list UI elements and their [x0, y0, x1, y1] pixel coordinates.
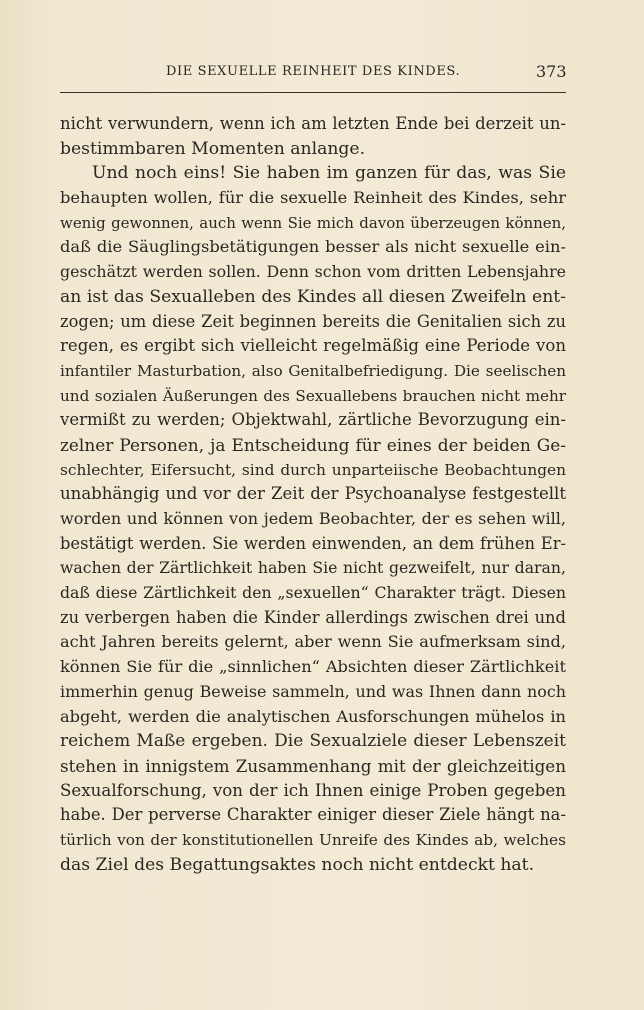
header-rule: [60, 92, 566, 93]
text-line: infantiler Masturbation, also Genitalbefriedigung. Die seelischen: [60, 361, 566, 380]
text-line: können Sie für die „sinnlichen“ Absichten dieser Zärtlichkeit: [60, 657, 566, 677]
text-line: unabhängig und vor der Zeit der Psychoanalyse festgestellt: [60, 484, 566, 504]
text-line: habe. Der perverse Charakter einiger dieser Ziele hängt na-: [60, 805, 566, 825]
text-line: daß die Säuglingsbetätigungen besser als nicht sexuelle ein-: [60, 237, 566, 257]
text-line: und sozialen Äußerungen des Sexuallebens brauchen nicht mehr: [60, 386, 566, 405]
text-line: bestimmbaren Momenten anlange.: [60, 138, 366, 159]
text-line: geschätzt werden sollen. Denn schon vom dritten Lebensjahre: [60, 262, 566, 282]
body-text: [60, 112, 566, 877]
text-line: türlich von der konstitutionellen Unreife des Kindes ab, welches: [60, 830, 566, 849]
text-line: zu verbergen haben die Kinder allerdings zwischen drei und: [60, 607, 566, 627]
text-line: daß diese Zärtlichkeit den „sexuellen“ Charakter trägt. Diesen: [60, 583, 566, 603]
text-line: abgeht, werden die analytischen Ausforschungen mühelos in: [60, 706, 566, 726]
text-line: bestätigt werden. Sie werden einwenden, an dem frühen Er-: [60, 533, 566, 553]
text-line: worden und können von jedem Beobachter, der es sehen will,: [60, 509, 566, 528]
text-line: vermißt zu werden; Objektwahl, zärtliche Bevorzugung ein-: [60, 410, 566, 430]
text-line: acht Jahren bereits gelernt, aber wenn Sie aufmerksam sind,: [60, 632, 566, 652]
text-line: wachen der Zärtlichkeit haben Sie nicht gezweifelt, nur daran,: [60, 558, 566, 578]
text-line-paragraph-start: Und noch eins! Sie haben im ganzen für das, was Sie: [92, 163, 566, 184]
text-line: zogen; um diese Zeit beginnen bereits die Genitalien sich zu: [60, 311, 566, 331]
text-line: Sexualforschung, von der ich Ihnen einige Proben gegeben: [60, 780, 566, 800]
text-line: an ist das Sexualleben des Kindes all diesen Zweifeln ent-: [60, 286, 566, 307]
text-line: zelner Personen, ja Entscheidung für eines der beiden Ge-: [60, 434, 566, 455]
text-line: schlechter, Eifersucht, sind durch unparteiische Beobachtungen: [60, 460, 566, 479]
text-line: regen, es ergibt sich vielleicht regelmäßig eine Periode von: [60, 336, 566, 356]
text-line: behaupten wollen, für die sexuelle Reinheit des Kindes, sehr: [60, 188, 566, 208]
text-line: reichem Maße ergeben. Die Sexualziele dieser Lebenszeit: [60, 731, 566, 752]
page-number: 373: [536, 62, 567, 81]
text-line: immerhin genug Beweise sammeln, und was Ihnen dann noch: [60, 681, 566, 701]
text-line: das Ziel des Begattungsaktes noch nicht entdeckt hat.: [60, 854, 535, 875]
running-head: [60, 64, 644, 84]
text-line: wenig gewonnen, auch wenn Sie mich davon überzeugen können,: [60, 213, 566, 232]
running-title: DIE SEXUELLE REINHEIT DES KINDES.: [166, 64, 461, 79]
text-line: stehen in innigstem Zusammenhang mit der gleichzeitigen: [60, 755, 566, 776]
text-line: nicht verwundern, wenn ich am letzten Ende bei derzeit un-: [60, 114, 566, 133]
